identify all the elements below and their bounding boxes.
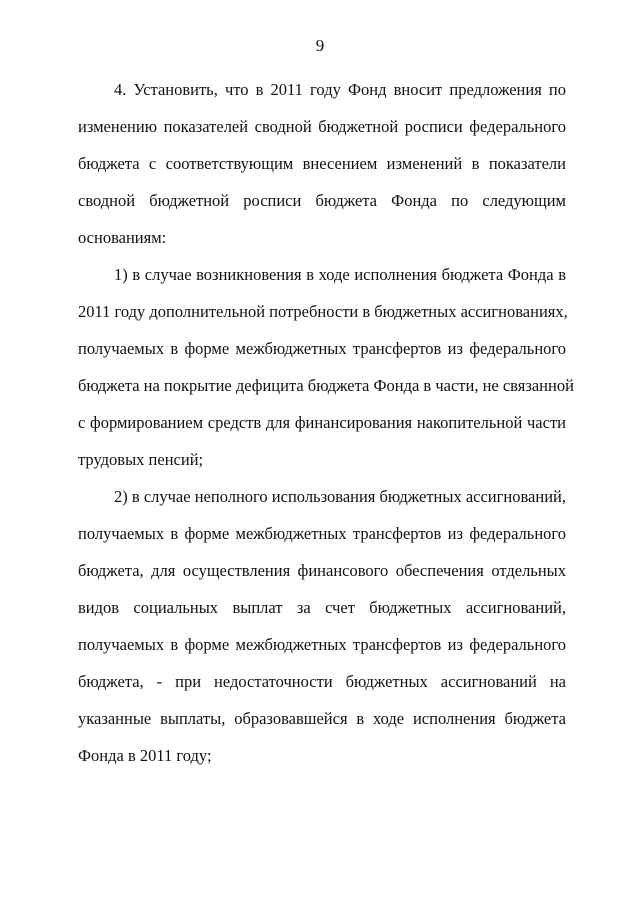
text-line: с формированием средств для финансирования накопительной части — [78, 413, 566, 432]
text-line: основаниям: — [78, 228, 167, 247]
paragraph-item-1 — [78, 256, 574, 478]
document-body — [78, 71, 574, 774]
text-line: 2) в случае неполного использования бюджетных ассигнований, — [114, 487, 566, 506]
text-line: указанные выплаты, образовавшейся в ходе исполнения бюджета — [78, 709, 566, 728]
text-line: получаемых в форме межбюджетных трансфертов из федерального — [78, 339, 566, 358]
text-line: трудовых пенсий; — [78, 450, 204, 469]
text-line: 2011 году дополнительной потребности в бюджетных ассигнованиях, — [78, 302, 568, 321]
text-line: Фонда в 2011 году; — [78, 746, 212, 765]
text-line: бюджета, для осуществления финансового обеспечения отдельных — [78, 561, 566, 580]
text-line: бюджета на покрытие дефицита бюджета Фонда в части, не связанной — [78, 376, 574, 395]
paragraph-item-2 — [78, 478, 566, 774]
text-line: получаемых в форме межбюджетных трансфертов из федерального — [78, 635, 566, 654]
text-line: 1) в случае возникновения в ходе исполнения бюджета Фонда в — [114, 265, 566, 284]
text-line: 4. Установить, что в 2011 году Фонд вносит предложения по — [114, 80, 566, 99]
text-line: сводной бюджетной росписи бюджета Фонда по следующим — [78, 191, 566, 210]
text-line: изменению показателей сводной бюджетной росписи федерального — [78, 117, 566, 136]
paragraph-4-intro — [78, 71, 566, 256]
page-number: 9 — [315, 36, 325, 55]
text-line: бюджета, - при недостаточности бюджетных ассигнований на — [78, 672, 566, 691]
text-line: получаемых в форме межбюджетных трансфертов из федерального — [78, 524, 566, 543]
text-line: видов социальных выплат за счет бюджетных ассигнований, — [78, 598, 566, 617]
text-line: бюджета с соответствующим внесением изменений в показатели — [78, 154, 566, 173]
